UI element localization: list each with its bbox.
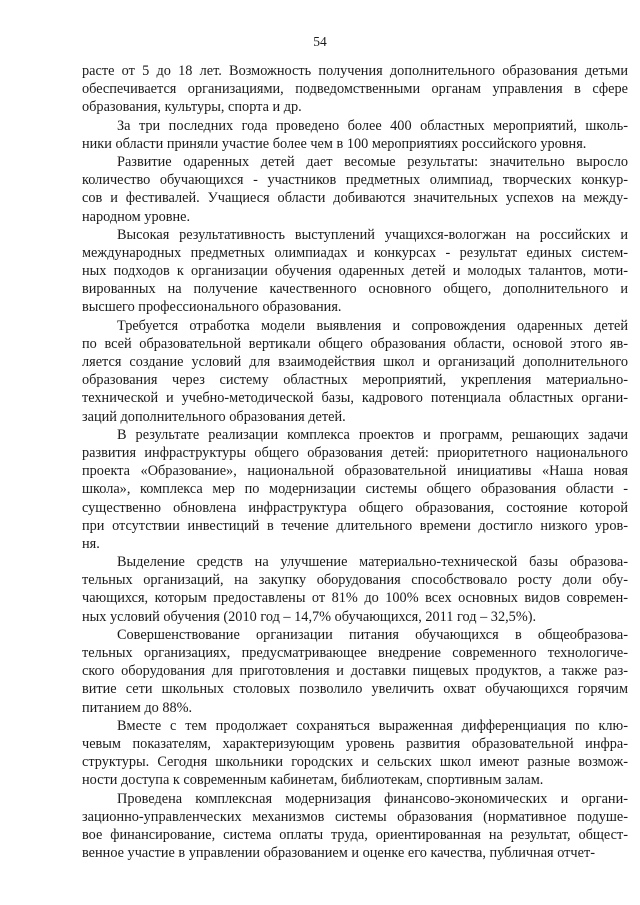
text-line: по всей образовательной вертикали общего образования области, основой этого яв- (82, 335, 628, 352)
text-line: школа», комплекса мер по модернизации системы общего образования области - (82, 481, 628, 498)
text-line: Вместе с тем продолжает сохраняться выраженная дифференциация по клю- (117, 717, 628, 734)
text-line: Выделение средств на улучшение материально-технической базы образова- (117, 554, 628, 571)
text-line: заций дополнительного образования детей. (82, 408, 346, 425)
text-line: Высокая результативность выступлений учащихся-вологжан на российских и (117, 226, 628, 243)
text-line: народном уровне. (82, 208, 191, 225)
page-number: 54 (313, 34, 327, 49)
text-line: чевым показателям, характеризующим уровень развития образовательной инфра- (82, 735, 628, 752)
text-line: тельных организациях, предусматривающее внедрение современного технологиче- (82, 645, 628, 661)
paragraph (82, 62, 628, 117)
text-line: образования через систему областных мероприятий, укрепления материально- (82, 372, 628, 389)
text-line: ня. (82, 535, 100, 552)
text-line: ных условий обучения (2010 год – 14,7% обучающихся, 2011 год – 32,5%). (82, 608, 537, 625)
text-line: количество обучающихся - участников предметных олимпиад, творческих конкур- (82, 172, 628, 189)
text-line: ники области приняли участие более чем в 100 мероприятиях российского уровня. (82, 135, 587, 152)
paragraph (82, 790, 628, 863)
text-line: венное участие в управлении образованием и оценке его качества, публичная отчет- (82, 845, 595, 862)
text-line: проекта «Образование», национальной образовательной инициативы «Наша новая (82, 463, 628, 480)
paragraph (82, 317, 628, 426)
text-line: расте от 5 до 18 лет. Возможность получения дополнительного образования детьми (82, 63, 628, 79)
text-line: Развитие одаренных детей дает весомые результаты: значительно выросло (117, 153, 628, 170)
paragraph (82, 626, 628, 717)
text-line: существенно обновлена инфраструктура общего образования, состояние которой (82, 499, 628, 516)
paragraph (82, 717, 628, 790)
text-line: международных предметных олимпиадах и конкурсах - результат единых систем- (82, 244, 628, 261)
text-line: ского оборудования для приготовления и доставки пищевых продуктов, а также раз- (82, 663, 628, 680)
text-line: ляется создание условий для взаимодействия школ и организаций дополнительного (82, 354, 628, 370)
text-line: За три последних года проведено более 400 областных мероприятий, школь- (117, 117, 628, 134)
text-line: при отсутствии инвестиций в течение длительного времени достигло низкого уров- (82, 517, 628, 534)
text-line: технической и учебно-методической базы, кадрового потенциала областных органи- (82, 390, 628, 407)
body-text (82, 62, 628, 862)
text-line: Совершенствование организации питания обучающихся в общеобразова- (117, 626, 628, 643)
text-line: вое финансирование, система оплаты труда, ориентированная на результат, общест- (82, 826, 628, 843)
text-line: вированных на получение качественного основного общего, дополнительного и (82, 281, 628, 298)
text-line: В результате реализации комплекса проектов и программ, решающих задачи (117, 426, 628, 443)
text-line: питанием до 88%. (82, 699, 193, 716)
text-line: чающихся, которым предоставлены от 81% до 100% всех основных видов современ- (82, 590, 628, 607)
paragraph (82, 226, 628, 317)
text-line: зационно-управленческих механизмов системы образования (нормативное подуше- (82, 808, 628, 825)
paragraph (82, 553, 628, 626)
text-line: витие сети школьных столовых позволило увеличить охват обучающихся горячим (82, 681, 628, 698)
text-line: развития инфраструктуры общего образования детей: приоритетного национального (82, 444, 628, 461)
text-line: сов и фестивалей. Учащиеся области добиваются значительных успехов на между- (82, 190, 628, 207)
text-line: образования, культуры, спорта и др. (82, 99, 302, 116)
text-line: высшего профессионального образования. (82, 299, 342, 316)
text-line: ных подходов к организации обучения одаренных детей и молодых талантов, моти- (82, 263, 628, 280)
paragraph (82, 153, 628, 226)
text-line: тельных организаций, на закупку оборудования способствовало росту доли обу- (82, 572, 628, 589)
paragraph (82, 117, 628, 153)
text-line: Проведена комплексная модернизация финансово-экономических и органи- (117, 790, 628, 807)
paragraph (82, 426, 628, 553)
text-line: ности доступа к современным кабинетам, библиотекам, спортивным залам. (82, 772, 544, 789)
text-line: обеспечивается организациями, подведомственными органам управления в сфере (82, 81, 628, 98)
text-line: структуры. Сегодня школьники городских и сельских школ имеют разные возмож- (82, 754, 628, 771)
text-line: Требуется отработка модели выявления и сопровождения одаренных детей (117, 317, 628, 334)
